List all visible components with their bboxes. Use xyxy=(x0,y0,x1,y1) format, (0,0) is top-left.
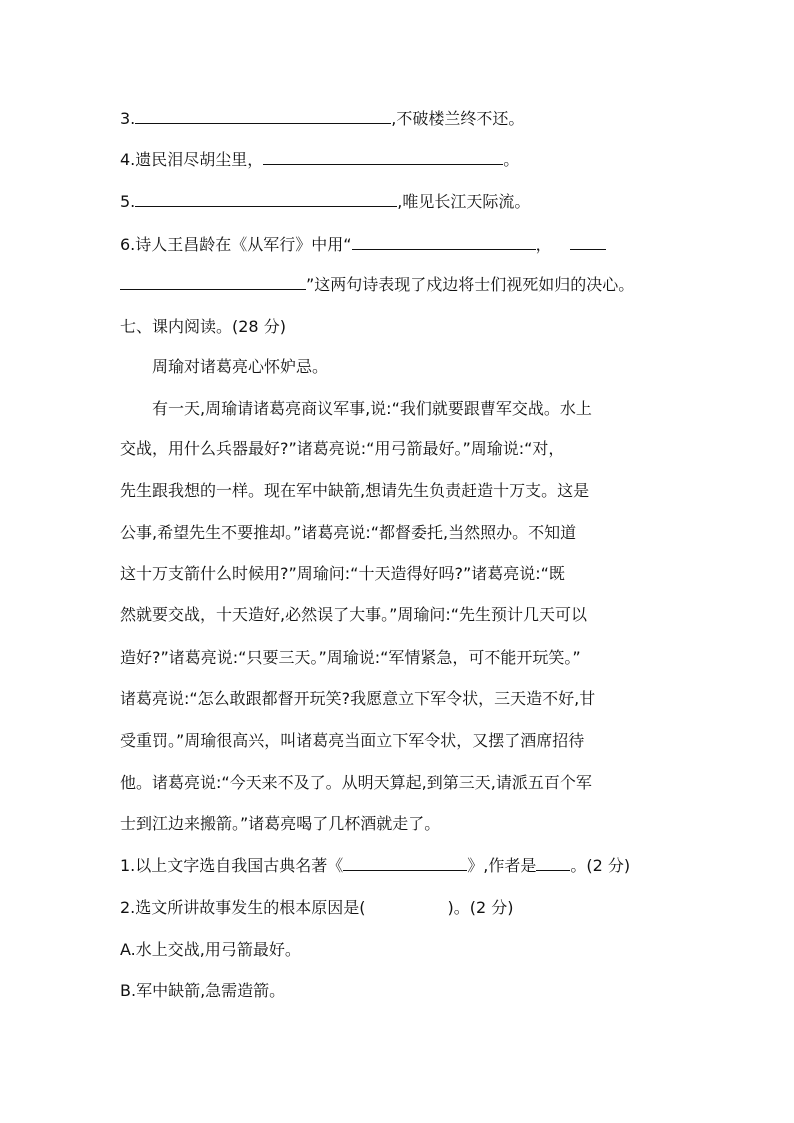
question-1 xyxy=(120,854,686,878)
option-b: B.军中缺箭,急需造箭。 xyxy=(120,981,286,1000)
q5-blank[interactable] xyxy=(135,190,397,207)
q3-number: 3. xyxy=(120,109,136,128)
question-2 xyxy=(120,896,686,920)
fill-in-q4 xyxy=(120,148,686,172)
q6-blank-2-start[interactable] xyxy=(570,233,606,250)
q6-blank-1[interactable] xyxy=(352,233,536,250)
q3-text: ,不破楼兰终不还。 xyxy=(391,109,525,128)
passage-line: 有一天,周瑜请诸葛亮商议军事,说:“我们就要跟曹军交战。水上 xyxy=(152,399,592,418)
q2-text-after: )。(2 分) xyxy=(447,898,514,917)
passage-line: 公事,希望先生不要推却。”诸葛亮说:“都督委托,当然照办。不知道 xyxy=(120,523,577,542)
q1-blank-author[interactable] xyxy=(536,854,570,871)
q1-blank-book[interactable] xyxy=(343,854,467,871)
fill-in-q3 xyxy=(120,107,686,131)
q2-text-before: 2.选文所讲故事发生的根本原因是( xyxy=(120,898,366,917)
passage-line: 这十万支箭什么时候用?”周瑜问:“十天造得好吗?”诸葛亮说:“既 xyxy=(120,564,565,583)
passage-line: 士到江边来搬箭。”诸葛亮喝了几杯酒就走了。 xyxy=(120,814,441,833)
q4-text-after: 。 xyxy=(503,150,520,169)
option-a: A.水上交战,用弓箭最好。 xyxy=(120,940,301,959)
passage-line: 先生跟我想的一样。现在军中缺箭,想请先生负责赶造十万支。这是 xyxy=(120,481,590,500)
passage-line: 受重罚。”周瑜很高兴，叫诸葛亮当面立下军令状，又摆了酒席招待 xyxy=(120,731,585,750)
passage-line: 造好?”诸葛亮说:“只要三天。”周瑜说:“军情紧急，可不能开玩笑。” xyxy=(120,648,581,667)
passage-line: 交战，用什么兵器最好?”诸葛亮说:“用弓箭最好。”周瑜说:“对， xyxy=(120,439,565,458)
q6-text-before: 6.诗人王昌龄在《从军行》中用“ xyxy=(120,235,352,254)
q1-text-after: 。(2 分) xyxy=(570,856,631,875)
passage-line: 诸葛亮说:“怎么敢跟都督开玩笑?我愿意立下军令状，三天造不好,甘 xyxy=(120,689,596,708)
fill-in-q6-line2 xyxy=(120,273,686,297)
fill-in-q5 xyxy=(120,190,686,214)
q3-blank[interactable] xyxy=(135,107,391,124)
q4-text-before: 4.遗民泪尽胡尘里， xyxy=(120,150,264,169)
q1-text-before: 1.以上文字选自我国古典名著《 xyxy=(120,856,344,875)
q5-text: ,唯见长江天际流。 xyxy=(397,192,531,211)
q4-blank[interactable] xyxy=(263,148,503,165)
passage-line: 然就要交战，十天造好,必然误了大事。”周瑜问:“先生预计几天可以 xyxy=(120,605,588,624)
passage-line: 周瑜对诸葛亮心怀妒忌。 xyxy=(152,357,329,376)
q6-text-after: ”这两句诗表现了戍边将士们视死如归的决心。 xyxy=(306,275,635,294)
fill-in-q6-line1 xyxy=(120,233,686,257)
section-heading: 七、课内阅读。(28 分) xyxy=(120,317,286,336)
q6-blank-2-end[interactable] xyxy=(120,273,306,290)
q5-number: 5. xyxy=(120,192,136,211)
q1-text-middle: 》,作者是 xyxy=(467,856,537,875)
q6-comma: ， xyxy=(535,235,552,254)
passage-line: 他。诸葛亮说:“今天来不及了。从明天算起,到第三天,请派五百个军 xyxy=(120,773,592,792)
